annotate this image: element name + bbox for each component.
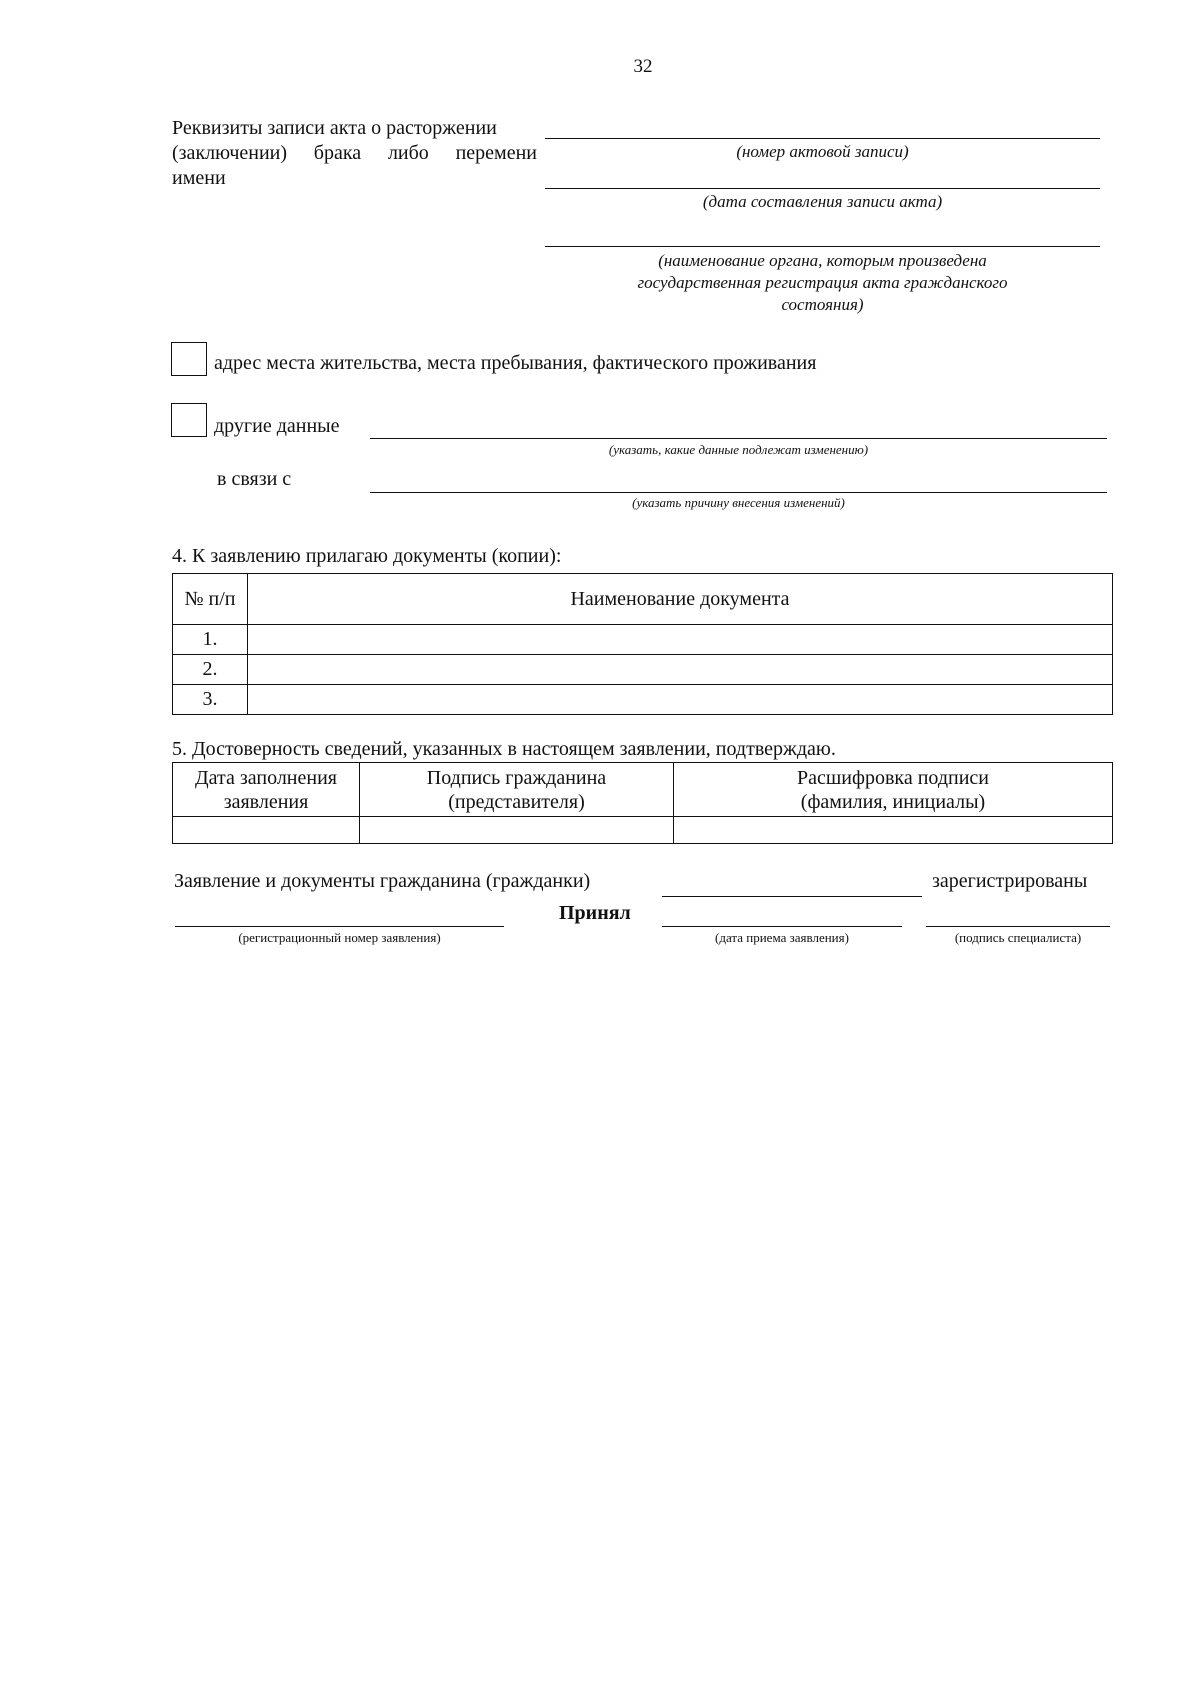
- attachments-header-row: [173, 574, 1113, 625]
- reason-caption: (указать причину внесения изменений): [632, 495, 845, 510]
- record-details-label: [172, 116, 537, 191]
- authority-caption: [545, 250, 1100, 316]
- reg-number-field[interactable]: [175, 908, 504, 927]
- reg-number-caption: (регистрационный номер заявления): [238, 930, 441, 945]
- record-number-field[interactable]: [545, 120, 1100, 139]
- other-data-checkbox[interactable]: [171, 403, 207, 437]
- registered-text: зарегистрированы: [932, 870, 1088, 892]
- record-number-caption: (номер актовой записи): [736, 142, 909, 161]
- confirmation-table: [172, 762, 1113, 844]
- confirmation-input-row: [173, 817, 1113, 844]
- table-row: [173, 625, 1113, 655]
- col-citizen-signature: [360, 763, 674, 817]
- other-data-field[interactable]: [370, 418, 1107, 439]
- header-num: № п/п: [173, 574, 248, 625]
- header-doc-name: Наименование документа: [248, 574, 1113, 625]
- citizen-signature-input[interactable]: [360, 817, 674, 844]
- accept-date-field[interactable]: [662, 908, 902, 927]
- col-fill-date-line1: Дата заполнения: [195, 766, 337, 789]
- accepted-label: Принял: [559, 902, 631, 924]
- authority-caption-line3: состояния): [781, 295, 864, 314]
- signature-decode-input[interactable]: [674, 817, 1113, 844]
- registration-text: Заявление и документы гражданина (гражданки): [174, 870, 591, 892]
- confirmation-header-row: [173, 763, 1113, 817]
- specialist-sign-field[interactable]: [926, 908, 1110, 927]
- col-signature-decode-line1: Расшифровка подписи: [797, 766, 989, 789]
- row-doc-name-input[interactable]: [248, 625, 1113, 655]
- table-row: [173, 655, 1113, 685]
- reason-label: в связи с: [217, 468, 292, 490]
- address-checkbox[interactable]: [171, 342, 207, 376]
- row-num: 2.: [173, 655, 248, 685]
- other-data-label: другие данные: [214, 415, 340, 437]
- row-num: 3.: [173, 685, 248, 715]
- col-signature-decode: [674, 763, 1113, 817]
- record-date-field[interactable]: [545, 170, 1100, 189]
- row-doc-name-input[interactable]: [248, 655, 1113, 685]
- other-data-caption: (указать, какие данные подлежат изменению): [608, 442, 869, 457]
- record-details-label-line1: Реквизиты записи акта о расторжении: [172, 117, 497, 139]
- col-fill-date: [173, 763, 360, 817]
- attachments-table: [172, 573, 1113, 715]
- authority-caption-line1: (наименование органа, которым произведена: [658, 251, 987, 270]
- authority-field[interactable]: [545, 226, 1100, 247]
- row-doc-name-input[interactable]: [248, 685, 1113, 715]
- specialist-sign-caption: (подпись специалиста): [954, 930, 1082, 945]
- page-number: 32: [633, 56, 653, 77]
- col-signature-decode-line2: (фамилия, инициалы): [800, 790, 986, 813]
- reason-field[interactable]: [370, 472, 1107, 493]
- confirmation-title: 5. Достоверность сведений, указанных в настоящем заявлении, подтверждаю.: [172, 738, 836, 760]
- authority-caption-line2: государственная регистрация акта гражданского: [637, 273, 1008, 292]
- registration-blank-field[interactable]: [662, 878, 922, 897]
- attachments-title: 4. К заявлению прилагаю документы (копии):: [172, 545, 562, 567]
- col-citizen-signature-line2: (представителя): [448, 790, 585, 813]
- fill-date-input[interactable]: [173, 817, 360, 844]
- record-date-caption: (дата составления записи акта): [702, 192, 943, 211]
- record-details-label-line3: имени: [172, 167, 226, 189]
- row-num: 1.: [173, 625, 248, 655]
- col-citizen-signature-line1: Подпись гражданина: [426, 766, 607, 789]
- table-row: [173, 685, 1113, 715]
- address-label: адрес места жительства, места пребывания, фактического проживания: [214, 352, 817, 374]
- accept-date-caption: (дата приема заявления): [715, 930, 849, 945]
- record-details-label-line2: (заключении) брака либо перемени: [172, 142, 537, 164]
- col-fill-date-line2: заявления: [223, 790, 309, 813]
